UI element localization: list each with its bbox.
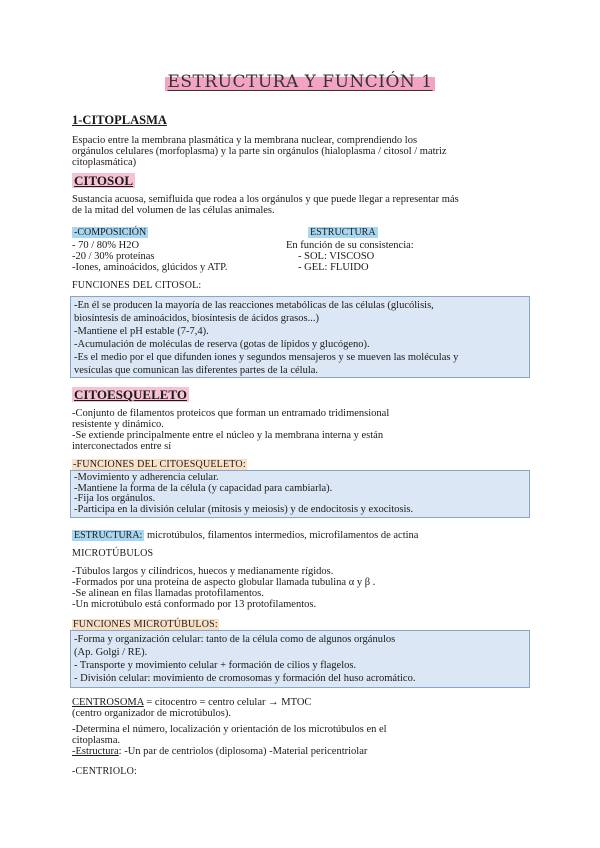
citosol-line: de la mitad del volumen de las células animales. [72,205,275,216]
composicion-item: -20 / 30% proteínas [72,251,155,262]
centrosoma-line: citoplasma. [72,735,121,746]
funcion-item: vesículas que comunican las diferentes partes de la célula. [74,365,319,376]
microtubulos-heading: MICROTÚBULOS [72,548,154,559]
funcion-item: -Mantiene la forma de la célula (y capacidad para cambiarla). [74,482,333,494]
funcion-item: -Fija los orgánulos. [74,493,156,504]
centrosoma-line: -Determina el número, localización y orientación de los microtúbulos en el [72,724,387,735]
citoesqueleto-line: resistente y dinámico. [72,419,164,430]
estructura-list [286,240,414,273]
funcion-item: -Forma y organización celular: tanto de la célula como de algunos orgánulos [74,634,396,645]
centrosoma-label: CENTROSOMA [72,697,144,708]
centrosoma-definition: = citocentro = centro celular → MTOC [143,697,312,708]
microtubulos-text [72,566,375,610]
citoplasma-heading: 1-CITOPLASMA [72,113,167,127]
citoesqueleto-estructura [72,530,418,541]
citoesqueleto-estructura-text: microtúbulos, filamentos intermedios, microfilamentos de actina [144,530,419,541]
citoesqueleto-line: -Conjunto de filamentos proteicos que forman un entramado tridimensional [72,408,390,419]
composicion-list [72,240,227,273]
citosol-heading: CITOSOL [74,173,134,188]
citoplasma-line: citoplasmática) [72,157,137,168]
estructura-item: - GEL: FLUIDO [298,262,369,273]
funcion-item: -Movimiento y adherencia celular. [74,472,219,483]
centrosoma-block [72,697,311,719]
centrosoma-estructura-label: -Estructura [72,746,119,757]
page-title: ESTRUCTURA Y FUNCIÓN 1 [167,72,433,92]
funcion-item: -Mantiene el pH estable (7-7,4). [74,326,209,337]
composicion-item: -Iones, aminoácidos, glúcidos y ATP. [72,262,228,273]
funcion-item: - División celular: movimiento de cromosomas y formación del huso acromático. [74,673,416,684]
composicion-label: -COMPOSICIÓN [74,227,147,238]
citoesqueleto-line: interconectados entre sí [72,441,172,452]
funciones-citosol-heading: FUNCIONES DEL CITOSOL: [72,280,202,291]
citoplasma-line: orgánulos celulares (morfoplasma) y la parte sin orgánulos (hialoplasma / citosol / matriz [72,146,447,157]
estructura-label: ESTRUCTURA [310,227,376,238]
microtubulos-line: -Se alinean en filas llamadas protofilamentos. [72,588,264,599]
citoplasma-line: Espacio entre la membrana plasmática y la membrana nuclear, comprendiendo los [72,135,418,146]
funcion-item: -Acumulación de moléculas de reserva (gotas de lípidos y glucógeno). [74,339,370,350]
citosol-line: Sustancia acuosa, semifluida que rodea a los orgánulos y que puede llegar a representar más [72,194,459,205]
funcion-item: (Ap. Golgi / RE). [74,647,148,658]
funcion-item: biosíntesis de aminoácidos, biosíntesis de ácidos grasos...) [74,313,319,324]
centrosoma-line [72,697,311,708]
funciones-citoesqueleto-heading: -FUNCIONES DEL CITOESQUELETO: [73,459,246,470]
estructura-item: - SOL: VISCOSO [298,251,375,262]
funciones-microtubulos-heading: FUNCIONES MICROTÚBULOS: [73,619,218,630]
composicion-item: - 70 / 80% H2O [72,240,140,251]
citoesqueleto-text [72,408,389,452]
centrosoma-text [72,724,387,746]
funciones-citoesqueleto-box [70,470,530,518]
centrosoma-estructura [72,746,367,757]
centrosoma-estructura-text: : -Un par de centriolos (diplosoma) -Material pericentriolar [118,746,368,757]
citoesqueleto-heading: CITOESQUELETO [74,387,187,402]
citoesqueleto-line: -Se extiende principalmente entre el núcleo y la membrana interna y están [72,430,384,441]
microtubulos-line: -Formados por una proteína de aspecto globular llamada tubulina α y β . [72,577,376,588]
centriolo-heading: -CENTRIOLO: [72,766,137,777]
estructura-item: En función de su consistencia: [286,240,414,251]
funciones-microtubulos-box [70,630,530,688]
funcion-item: -En él se producen la mayoría de las reacciones metabólicas de las células (glucólisis, [74,300,434,311]
microtubulos-line: -Túbulos largos y cilíndricos, huecos y medianamente rígidos. [72,566,334,577]
centrosoma-line: (centro organizador de microtúbulos). [72,708,232,719]
microtubulos-line: -Un microtúbulo está conformado por 13 protofilamentos. [72,599,317,610]
funcion-item: -Es el medio por el que difunden iones y segundos mensajeros y se mueven las moléculas y [74,352,459,363]
citoplasma-text [72,135,532,168]
funciones-citosol-box [70,296,530,378]
funcion-item: -Participa en la división celular (mitosis y meiosis) y de endocitosis y exocitosis. [74,503,414,515]
citoesqueleto-estructura-label: ESTRUCTURA: [74,530,143,541]
citosol-text [72,194,542,216]
funcion-item: - Transporte y movimiento celular + formación de cilios y flagelos. [74,660,357,671]
